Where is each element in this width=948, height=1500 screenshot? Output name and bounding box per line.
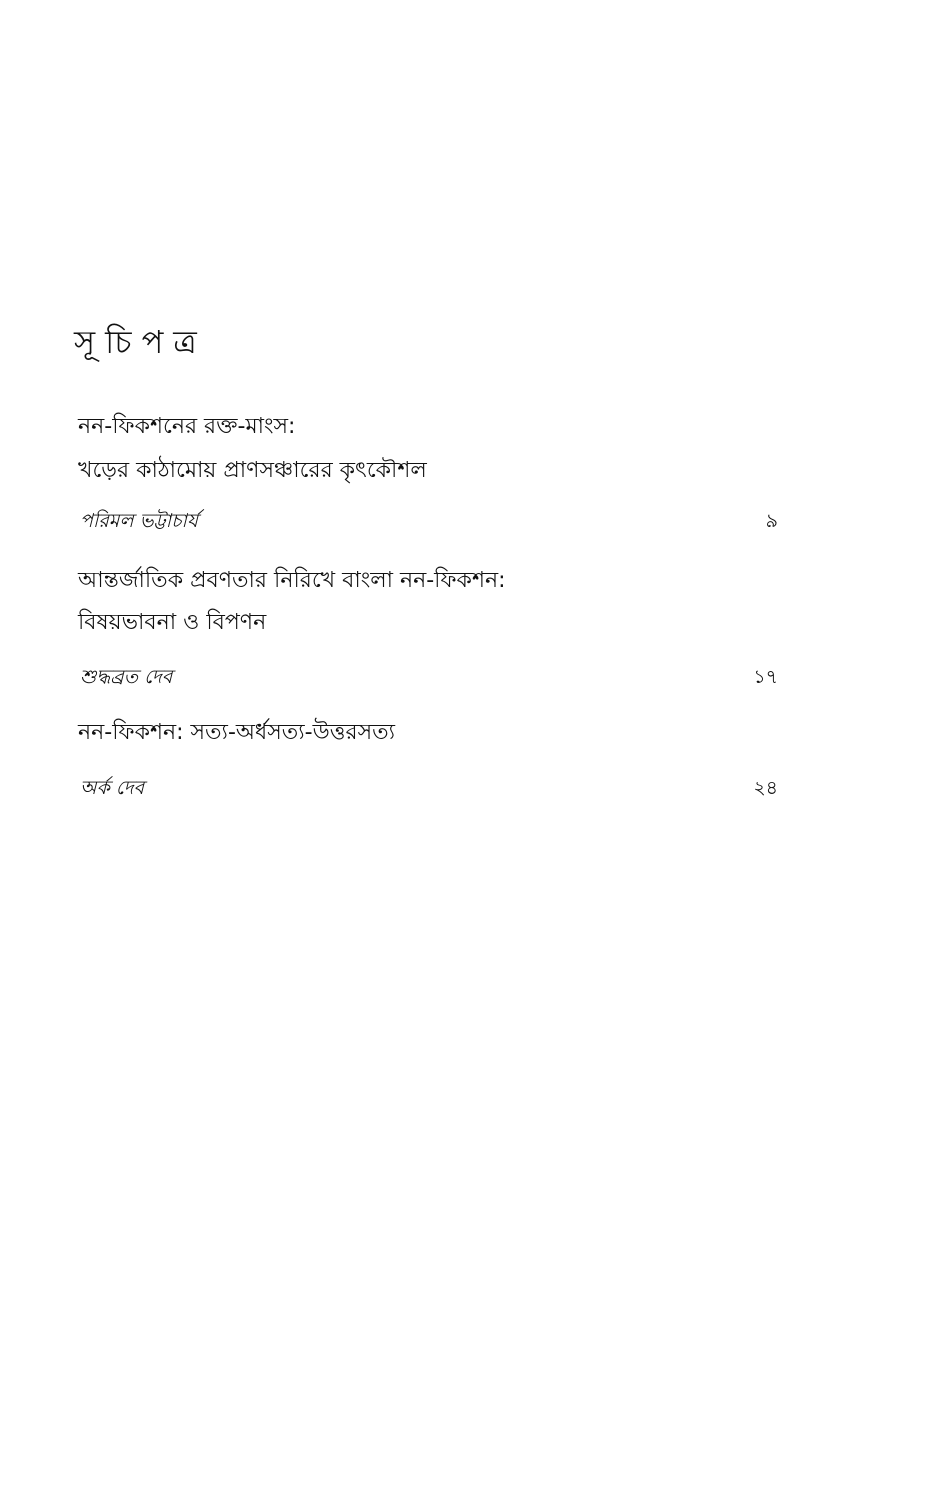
entry-page-number: ৯: [765, 509, 778, 532]
toc-entry: [78, 720, 778, 804]
entry-title-line: নন-ফিকশন: সত্য-অর্ধসত্য-উত্তরসত্য: [78, 720, 396, 745]
entry-title-line: আন্তর্জাতিক প্রবণতার নিরিখে বাংলা নন-ফিকশন:: [78, 568, 506, 593]
toc-entry: [78, 568, 778, 693]
entry-author: শুদ্ধব্রত দেব: [80, 665, 173, 688]
entry-page-number: ১৭: [753, 665, 778, 688]
entry-author-row: [78, 507, 778, 537]
entry-title-line: নন-ফিকশনের রক্ত-মাংস:: [78, 414, 296, 439]
entry-title-line: খড়ের কাঠামোয় প্রাণসঞ্চারের কৃৎকৌশল: [78, 458, 427, 484]
entry-page-number: ২৪: [753, 777, 778, 800]
toc-entry: [78, 414, 778, 537]
contents-heading: সূচিপত্র: [74, 323, 207, 361]
entry-title-line: বিষয়ভাবনা ও বিপণন: [78, 610, 267, 636]
entry-author: পরিমল ভট্টাচার্য: [80, 509, 198, 532]
entry-author-row: [78, 663, 778, 693]
entry-author-row: [78, 774, 778, 804]
entry-author: অর্ক দেব: [80, 777, 145, 800]
